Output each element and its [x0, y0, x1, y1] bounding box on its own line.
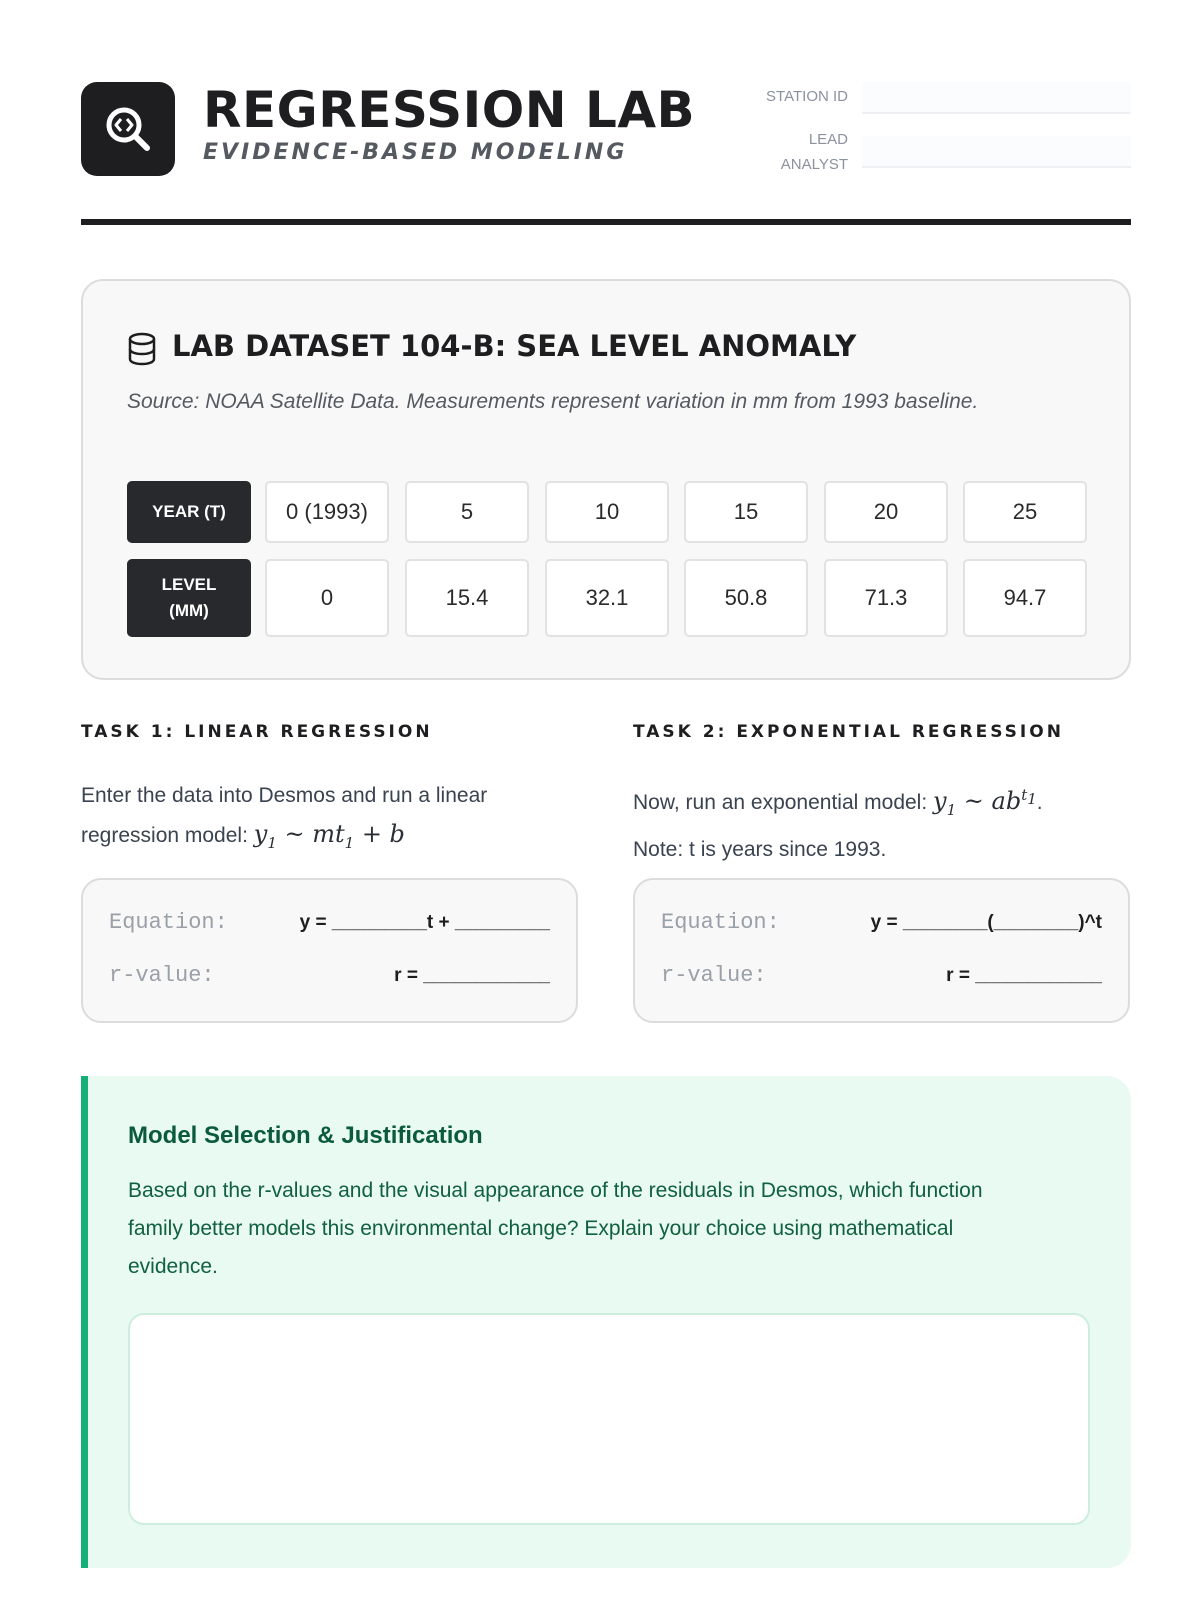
year-cell: 25: [963, 481, 1087, 543]
dataset-source: Source: NOAA Satellite Data. Measurements represent variation in mm from 1993 baseline.: [127, 390, 979, 413]
justification-panel: [81, 1076, 1131, 1568]
task1-equation-label: Equation:: [109, 910, 228, 935]
level-cell: 94.7: [963, 559, 1087, 637]
page-subtitle: EVIDENCE-BASED MODELING: [203, 140, 628, 165]
level-cell: 50.8: [684, 559, 808, 637]
year-cell: 10: [545, 481, 669, 543]
task2-heading: TASK 2: EXPONENTIAL REGRESSION: [633, 722, 1064, 742]
page-title: REGRESSION LAB: [203, 81, 696, 139]
task2-text-line2: Note: t is years since 1993.: [633, 837, 887, 861]
task2-instructions: Now, run an exponential model: $y_1$ ~ $ab^{t_1}$. Note: t is years since 1993.: [633, 786, 1043, 861]
task1-instructions: [81, 776, 561, 863]
task2-equation-label: Equation:: [661, 910, 780, 935]
level-cell: 32.1: [545, 559, 669, 637]
level-row-header: [127, 559, 251, 637]
task1-r-blank[interactable]: r = ____________: [394, 965, 550, 986]
year-cell: 15: [684, 481, 808, 543]
year-cell: 0 (1993): [265, 481, 389, 543]
exponential-model-formula: $y_1$ ~ $ab^{t_1}$: [933, 786, 1037, 819]
task1-equation-blank[interactable]: y = _________t + _________: [299, 912, 550, 933]
level-cell: 71.3: [824, 559, 948, 637]
year-cell: 20: [824, 481, 948, 543]
lead-analyst-label-line2: ANALYST: [780, 156, 848, 173]
level-cell: 0: [265, 559, 389, 637]
level-cell: 15.4: [405, 559, 529, 637]
justification-prompt: Based on the r-values and the visual appearance of the residuals in Desmos, which function family better models this environmental change? Explain your choice using mathematical evidence.: [128, 1179, 983, 1278]
dataset-title: LAB DATASET 104-B: SEA LEVEL ANOMALY: [172, 329, 857, 363]
dataset-card: [81, 279, 1131, 680]
justification-title: Model Selection & Justification: [128, 1122, 483, 1149]
task2-r-label: r-value:: [661, 963, 767, 988]
linear-model-formula: $y_1$ ~ $mt_1 + b$: [253, 820, 405, 852]
level-row-header-label-1: LEVEL: [161, 575, 217, 594]
justification-answer-area[interactable]: [128, 1313, 1090, 1525]
station-id-label: STATION ID: [766, 88, 848, 105]
year-row-header: [127, 481, 251, 543]
task2-answer-box: [633, 878, 1130, 1023]
magnifier-code-icon: [101, 102, 155, 156]
task1-r-label: r-value:: [109, 963, 215, 988]
database-icon: [127, 332, 157, 366]
task1-answer-box: [81, 878, 578, 1023]
lead-analyst-label-line1: LEAD: [808, 131, 848, 148]
task1-text-line1: Enter the data into Desmos and run a linear: [81, 784, 488, 807]
task2-equation-blank[interactable]: y = ________(________)^t: [870, 912, 1102, 933]
task2-text-line1: Now, run an exponential model:: [633, 791, 934, 814]
station-id-field[interactable]: [862, 82, 1131, 114]
logo: [81, 82, 175, 176]
task2-r-blank[interactable]: r = ____________: [946, 965, 1102, 986]
task1-text-line2: regression model:: [81, 824, 254, 847]
lead-analyst-field[interactable]: [862, 136, 1131, 168]
level-row-header-label-2: (MM): [169, 601, 209, 620]
year-cell: 5: [405, 481, 529, 543]
task1-heading: TASK 1: LINEAR REGRESSION: [81, 722, 433, 742]
header-divider: [81, 219, 1131, 225]
year-row-header-label: YEAR (T): [152, 502, 226, 521]
